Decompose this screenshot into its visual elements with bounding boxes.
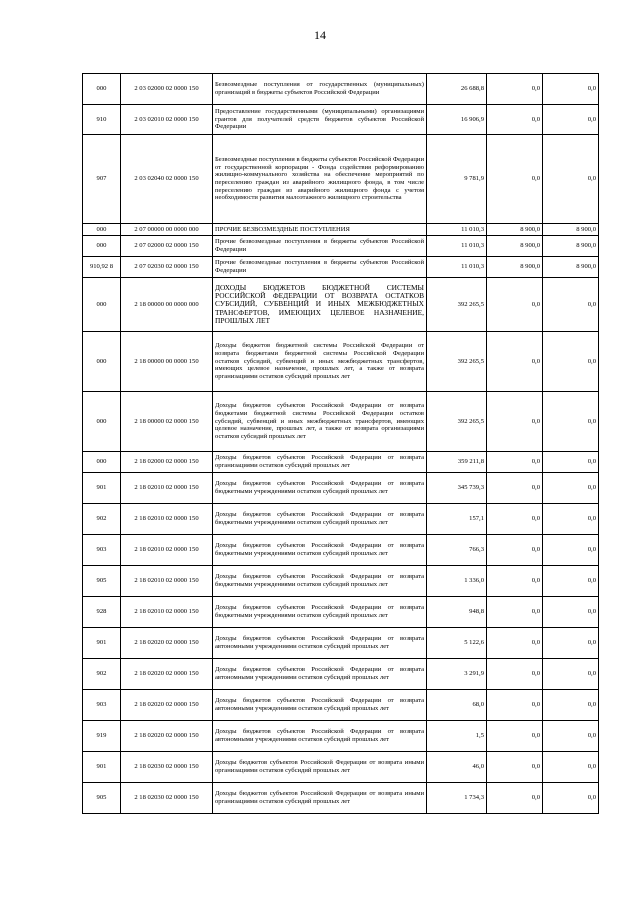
table-row: [83, 74, 599, 105]
amount-cell-1: 392 265,5: [427, 392, 487, 452]
revenue-name-cell: Предоставление государственными (муниципальными) организациями грантов для получателей средств бюджетов субъектов Российской Федерации: [213, 105, 427, 135]
budget-code-cell: 2 18 02020 02 0000 150: [121, 659, 213, 690]
amount-cell-1: 11 010,3: [427, 257, 487, 278]
table-row: [83, 504, 599, 535]
amount-cell-1: 68,0: [427, 690, 487, 721]
budget-code-cell: 2 18 02010 02 0000 150: [121, 566, 213, 597]
admin-code-cell: 905: [83, 566, 121, 597]
budget-code-cell: 2 03 02010 02 0000 150: [121, 105, 213, 135]
amount-cell-2: 0,0: [487, 721, 543, 752]
table-row: [83, 783, 599, 814]
table-row: [83, 392, 599, 452]
amount-cell-3: 0,0: [543, 504, 599, 535]
table-row: [83, 105, 599, 135]
admin-code-cell: 902: [83, 504, 121, 535]
revenue-name-cell: Безвозмездные поступления в бюджеты субъектов Российской Федерации от государственной корпорации - Фонда содействия реформированию жилищно-коммунального хозяйства на обеспечение мероприятий по переселению граждан из аварийного жилищного фонда, в том числе переселению граждан из аварийного жилищного фонда с учетом необходимости развития малоэтажного жилищного строительства: [213, 135, 427, 224]
amount-cell-1: 1 734,3: [427, 783, 487, 814]
amount-cell-1: 948,8: [427, 597, 487, 628]
table-row: [83, 566, 599, 597]
revenue-name-cell: Прочие безвозмездные поступления в бюджеты субъектов Российской Федерации: [213, 257, 427, 278]
admin-code-cell: 000: [83, 278, 121, 332]
admin-code-cell: 903: [83, 690, 121, 721]
amount-cell-2: 0,0: [487, 332, 543, 392]
table-row: [83, 278, 599, 332]
amount-cell-3: 0,0: [543, 566, 599, 597]
admin-code-cell: 000: [83, 452, 121, 473]
admin-code-cell: 000: [83, 74, 121, 105]
amount-cell-2: 0,0: [487, 135, 543, 224]
admin-code-cell: 901: [83, 628, 121, 659]
admin-code-cell: 000: [83, 236, 121, 257]
budget-code-cell: 2 18 02010 02 0000 150: [121, 473, 213, 504]
budget-code-cell: 2 03 02040 02 0000 150: [121, 135, 213, 224]
amount-cell-3: 0,0: [543, 135, 599, 224]
admin-code-cell: 907: [83, 135, 121, 224]
amount-cell-3: 0,0: [543, 473, 599, 504]
amount-cell-3: 8 900,0: [543, 236, 599, 257]
revenue-name-cell: Безвозмездные поступления от государственных (муниципальных) организаций в бюджеты субъектов Российской Федерации: [213, 74, 427, 105]
amount-cell-1: 11 010,3: [427, 224, 487, 236]
amount-cell-2: 0,0: [487, 392, 543, 452]
amount-cell-3: 0,0: [543, 628, 599, 659]
amount-cell-1: 345 739,3: [427, 473, 487, 504]
table-row: [83, 535, 599, 566]
amount-cell-2: 0,0: [487, 452, 543, 473]
table-row: [83, 597, 599, 628]
amount-cell-1: 9 781,9: [427, 135, 487, 224]
budget-code-cell: 2 18 02030 02 0000 150: [121, 752, 213, 783]
budget-code-cell: 2 18 02010 02 0000 150: [121, 597, 213, 628]
page-number: 14: [314, 28, 326, 42]
amount-cell-3: 0,0: [543, 332, 599, 392]
revenue-name-cell: Доходы бюджетов субъектов Российской Федерации от возврата иными организациями остатков субсидий прошлых лет: [213, 783, 427, 814]
revenue-name-cell: Доходы бюджетов субъектов Российской Федерации от возврата организациями остатков субсидий прошлых лет: [213, 452, 427, 473]
admin-code-cell: 905: [83, 783, 121, 814]
amount-cell-1: 359 211,8: [427, 452, 487, 473]
admin-code-cell: 919: [83, 721, 121, 752]
amount-cell-2: 0,0: [487, 473, 543, 504]
revenue-name-cell: Доходы бюджетов субъектов Российской Федерации от возврата иными организациями остатков субсидий прошлых лет: [213, 752, 427, 783]
table-row: [83, 257, 599, 278]
amount-cell-1: 5 122,6: [427, 628, 487, 659]
budget-code-cell: 2 18 02010 02 0000 150: [121, 504, 213, 535]
admin-code-cell: 901: [83, 473, 121, 504]
amount-cell-2: 0,0: [487, 566, 543, 597]
admin-code-cell: 928: [83, 597, 121, 628]
amount-cell-3: 0,0: [543, 752, 599, 783]
revenue-name-cell: Доходы бюджетов бюджетной системы Российской Федерации от возврата бюджетами бюджетной системы Российской Федерации остатков субсидий, субвенций и иных межбюджетных трансфертов, имеющих целевое назначение, прошлых лет, а также от возврата организациями остатков субсидий прошлых лет: [213, 332, 427, 392]
amount-cell-3: 0,0: [543, 535, 599, 566]
revenue-name-cell: Доходы бюджетов субъектов Российской Федерации от возврата бюджетными учреждениями остатков субсидий прошлых лет: [213, 504, 427, 535]
revenue-name-cell: Доходы бюджетов субъектов Российской Федерации от возврата автономными учреждениями остатков субсидий прошлых лет: [213, 659, 427, 690]
amount-cell-1: 766,3: [427, 535, 487, 566]
table-row: [83, 452, 599, 473]
revenue-name-cell: ПРОЧИЕ БЕЗВОЗМЕЗДНЫЕ ПОСТУПЛЕНИЯ: [213, 224, 427, 236]
budget-code-cell: 2 18 02020 02 0000 150: [121, 690, 213, 721]
amount-cell-2: 8 900,0: [487, 257, 543, 278]
amount-cell-3: 8 900,0: [543, 257, 599, 278]
amount-cell-2: 0,0: [487, 535, 543, 566]
amount-cell-2: 0,0: [487, 504, 543, 535]
admin-code-cell: 902: [83, 659, 121, 690]
budget-code-cell: 2 18 02010 02 0000 150: [121, 535, 213, 566]
revenue-name-cell: Доходы бюджетов субъектов Российской Федерации от возврата бюджетными учреждениями остатков субсидий прошлых лет: [213, 566, 427, 597]
amount-cell-2: 0,0: [487, 690, 543, 721]
amount-cell-2: 0,0: [487, 628, 543, 659]
revenue-name-cell: ДОХОДЫ БЮДЖЕТОВ БЮДЖЕТНОЙ СИСТЕМЫ РОССИЙСКОЙ ФЕДЕРАЦИИ ОТ ВОЗВРАТА ОСТАТКОВ СУБСИДИЙ, СУБВЕНЦИЙ И ИНЫХ МЕЖБЮДЖЕТНЫХ ТРАНСФЕРТОВ, ИМЕЮЩИХ ЦЕЛЕВОЕ НАЗНАЧЕНИЕ, ПРОШЛЫХ ЛЕТ: [213, 278, 427, 332]
revenue-name-cell: Прочие безвозмездные поступления в бюджеты субъектов Российской Федерации: [213, 236, 427, 257]
amount-cell-1: 26 688,8: [427, 74, 487, 105]
revenue-name-cell: Доходы бюджетов субъектов Российской Федерации от возврата бюджетными учреждениями остатков субсидий прошлых лет: [213, 473, 427, 504]
table-row: [83, 721, 599, 752]
amount-cell-3: 0,0: [543, 783, 599, 814]
amount-cell-1: 392 265,5: [427, 332, 487, 392]
amount-cell-2: 0,0: [487, 597, 543, 628]
admin-code-cell: 903: [83, 535, 121, 566]
table-row: [83, 135, 599, 224]
budget-code-cell: 2 03 02000 02 0000 150: [121, 74, 213, 105]
table-row: [83, 628, 599, 659]
admin-code-cell: 910,92 8: [83, 257, 121, 278]
table-row: [83, 752, 599, 783]
amount-cell-3: 0,0: [543, 452, 599, 473]
admin-code-cell: 901: [83, 752, 121, 783]
amount-cell-1: 157,1: [427, 504, 487, 535]
amount-cell-3: 0,0: [543, 690, 599, 721]
amount-cell-1: 3 291,9: [427, 659, 487, 690]
table-row: [83, 473, 599, 504]
budget-code-cell: 2 18 02000 02 0000 150: [121, 452, 213, 473]
revenue-name-cell: Доходы бюджетов субъектов Российской Федерации от возврата автономными учреждениями остатков субсидий прошлых лет: [213, 721, 427, 752]
amount-cell-1: 16 906,9: [427, 105, 487, 135]
admin-code-cell: 000: [83, 332, 121, 392]
revenue-name-cell: Доходы бюджетов субъектов Российской Федерации от возврата автономными учреждениями остатков субсидий прошлых лет: [213, 690, 427, 721]
amount-cell-2: 0,0: [487, 752, 543, 783]
budget-code-cell: 2 18 02020 02 0000 150: [121, 721, 213, 752]
budget-code-cell: 2 18 00000 02 0000 150: [121, 392, 213, 452]
amount-cell-2: 8 900,0: [487, 224, 543, 236]
table-row: [83, 690, 599, 721]
amount-cell-3: 0,0: [543, 278, 599, 332]
amount-cell-1: 392 265,5: [427, 278, 487, 332]
amount-cell-3: 0,0: [543, 392, 599, 452]
amount-cell-3: 0,0: [543, 597, 599, 628]
revenue-name-cell: Доходы бюджетов субъектов Российской Федерации от возврата бюджетными учреждениями остатков субсидий прошлых лет: [213, 535, 427, 566]
amount-cell-2: 0,0: [487, 659, 543, 690]
amount-cell-3: 0,0: [543, 105, 599, 135]
budget-code-cell: 2 18 02030 02 0000 150: [121, 783, 213, 814]
amount-cell-2: 0,0: [487, 278, 543, 332]
budget-code-cell: 2 07 00000 00 0000 000: [121, 224, 213, 236]
amount-cell-2: 0,0: [487, 783, 543, 814]
table-row: [83, 224, 599, 236]
amount-cell-1: 11 010,3: [427, 236, 487, 257]
admin-code-cell: 000: [83, 224, 121, 236]
amount-cell-3: 0,0: [543, 74, 599, 105]
budget-revenue-table: [82, 73, 599, 814]
amount-cell-1: 46,0: [427, 752, 487, 783]
amount-cell-3: 0,0: [543, 721, 599, 752]
amount-cell-1: 1,5: [427, 721, 487, 752]
amount-cell-2: 8 900,0: [487, 236, 543, 257]
amount-cell-3: 8 900,0: [543, 224, 599, 236]
revenue-name-cell: Доходы бюджетов субъектов Российской Федерации от возврата автономными учреждениями остатков субсидий прошлых лет: [213, 628, 427, 659]
table-row: [83, 659, 599, 690]
amount-cell-1: 1 336,0: [427, 566, 487, 597]
revenue-name-cell: Доходы бюджетов субъектов Российской Федерации от возврата бюджетами бюджетной системы Российской Федерации остатков субсидий, субвенций и иных межбюджетных трансфертов, имеющих целевое назначение, прошлых лет, а также от возврата организациями остатков субсидий прошлых лет: [213, 392, 427, 452]
budget-code-cell: 2 07 02030 02 0000 150: [121, 257, 213, 278]
revenue-name-cell: Доходы бюджетов субъектов Российской Федерации от возврата бюджетными учреждениями остатков субсидий прошлых лет: [213, 597, 427, 628]
amount-cell-3: 0,0: [543, 659, 599, 690]
budget-code-cell: 2 18 02020 02 0000 150: [121, 628, 213, 659]
amount-cell-2: 0,0: [487, 105, 543, 135]
admin-code-cell: 910: [83, 105, 121, 135]
budget-code-cell: 2 18 00000 00 0000 000: [121, 278, 213, 332]
table-row: [83, 236, 599, 257]
admin-code-cell: 000: [83, 392, 121, 452]
budget-code-cell: 2 07 02000 02 0000 150: [121, 236, 213, 257]
amount-cell-2: 0,0: [487, 74, 543, 105]
budget-code-cell: 2 18 00000 00 0000 150: [121, 332, 213, 392]
table-row: [83, 332, 599, 392]
